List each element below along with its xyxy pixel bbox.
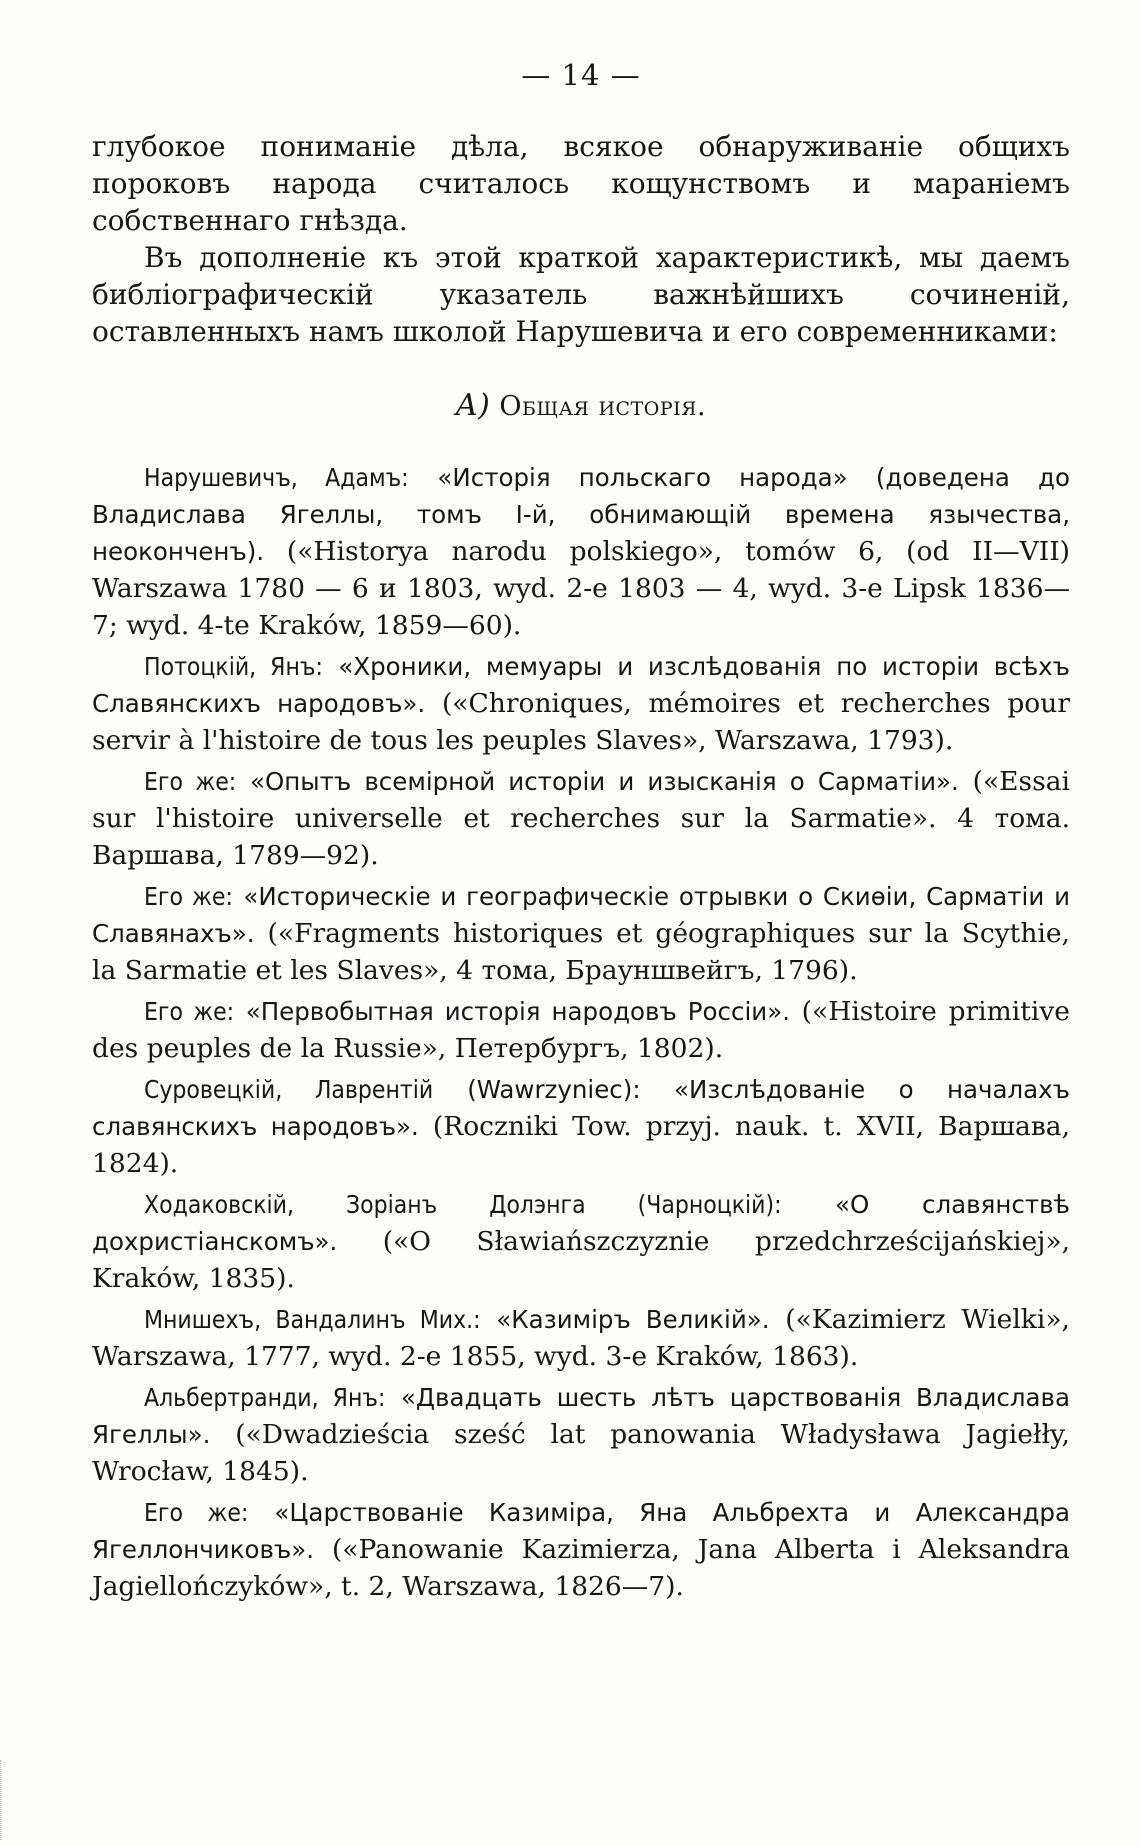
entry-russian-title: (Wawrzyniec): «Изслѣдованiе о началахъ славянскихъ народовъ». (92, 1075, 1070, 1141)
entry-russian-title: «Исторiя польскаго народа» (доведена до Владислава Ягеллы, томъ I-й, обнимающiй времена язычества, неоконченъ). (92, 463, 1070, 566)
intro-continuation: глубокое пониманiе дѣла, всякое обнаруживанiе общихъ пороковъ народа считалось кощунствомъ и маранiемъ собственнаго гнѣзда. (92, 130, 1070, 237)
bibliography-list (92, 459, 1070, 1605)
bibliography-entry (92, 878, 1070, 989)
entry-author: Его же: (144, 882, 233, 911)
entry-russian-title: «Историческiе и географическiе отрывки о Скиѳiи, Сарматiи и Славянахъ». (92, 882, 1070, 948)
entry-author: Его же: (144, 767, 237, 796)
entry-author: Суровецкiй, Лаврентiй (144, 1075, 434, 1104)
entry-author: Потоцкiй, Янъ: (144, 652, 323, 681)
entry-original-title: («Essai sur l'histoire universelle et recherches sur la Sarmatie». 4 тома. Варшава, 1789—92). (92, 766, 1070, 871)
entry-original-title: («Fragments historiques et géographiques sur la Scythie, la Sarmatie et les Slaves», 4 тома, Брауншвейгъ, 1796). (92, 918, 1070, 986)
entry-original-title: («Kazimierz Wielki», Warszawa, 1777, wyd. 2-е 1855, wyd. 3-е Kraków, 1863). (92, 1304, 1070, 1372)
bibliography-entry (92, 993, 1070, 1067)
bibliography-entry (92, 1301, 1070, 1375)
bibliography-entry (92, 763, 1070, 874)
section-heading (92, 388, 1070, 423)
bibliography-entry (92, 1494, 1070, 1605)
entry-original-title: («Dwadzieścia sześć lat panowania Władysława Jagiełły, Wrocław, 1845). (92, 1419, 1070, 1487)
bibliography-entry (92, 1186, 1070, 1297)
entry-original-title: («O Sławiańszczyznie przedchrześcijańskiej», Kraków, 1835). (92, 1226, 1070, 1294)
entry-russian-title: «Хроники, мемуары и изслѣдованiя по исторiи всѣхъ Славянскихъ народовъ». (92, 652, 1070, 718)
intro-paragraph: Въ дополненiе къ этой краткой характеристикѣ, мы даемъ библiографическiй указатель важнѣйшихъ сочиненiй, оставленныхъ намъ школой Нарушевича и его современниками: (92, 241, 1070, 348)
bibliography-entry (92, 1379, 1070, 1490)
section-letter: A) (455, 388, 491, 423)
bibliography-entry (92, 648, 1070, 759)
entry-author: Его же: (144, 1498, 249, 1527)
entry-author: Его же: (144, 997, 235, 1026)
entry-russian-title: «Опытъ всемiрной исторiи и изысканiя о Сарматiи». (250, 767, 959, 796)
bibliography-entry (92, 459, 1070, 644)
scan-edge-artifact (0, 1760, 7, 1840)
entry-author: Мнишехъ, Вандалинъ Мих.: (144, 1305, 481, 1334)
entry-original-title: («Historya narodu polskiego», tomów 6, (od II—VII) Warszawa 1780 — 6 и 1803, wyd. 2-е 1803 — 4, wyd. 3-е Lipsk 1836—7; wyd. 4-te Kraków, 1859—60). (92, 536, 1070, 641)
entry-russian-title: «Первобытная исторiя народовъ Россiи». (245, 997, 790, 1026)
entry-original-title: («Histoire primitive des peuples de la Russie», Петербургъ, 1802). (92, 996, 1070, 1064)
entry-author: Нарушевичъ, Адамъ: (144, 463, 409, 492)
section-title: Общая исторiя. (499, 391, 707, 422)
bibliography-entry (92, 1071, 1070, 1182)
entry-russian-title: «О славянствѣ дохристiанскомъ». (92, 1190, 1070, 1256)
entry-original-title: («Chroniques, mémoires et recherches pour servir à l'histoire de tous les peuples Slaves», Warszawa, 1793). (92, 688, 1070, 756)
entry-author: Альбертранди, Янъ: (144, 1383, 386, 1412)
page-number: — 14 — (521, 58, 641, 92)
entry-original-title: («Panowanie Kazimierza, Jana Alberta i Aleksandra Jagiellończyków», t. 2, Warszawa, 1826—7). (92, 1534, 1070, 1602)
entry-original-title: (Roczniki Tow. przyj. nauk. t. XVII, Варшава, 1824). (92, 1111, 1070, 1179)
entry-russian-title: «Двадцать шесть лѣтъ царствованiя Владислава Ягеллы». (92, 1383, 1070, 1449)
entry-russian-title: «Казимiръ Великiй». (496, 1305, 770, 1334)
entry-author: Ходаковскiй, Зорiанъ Долэнга (Чарноцкiй): (144, 1190, 782, 1219)
entry-russian-title: «Царствованiе Казимiра, Яна Альбрехта и Александра Ягеллончиковъ». (92, 1498, 1070, 1564)
